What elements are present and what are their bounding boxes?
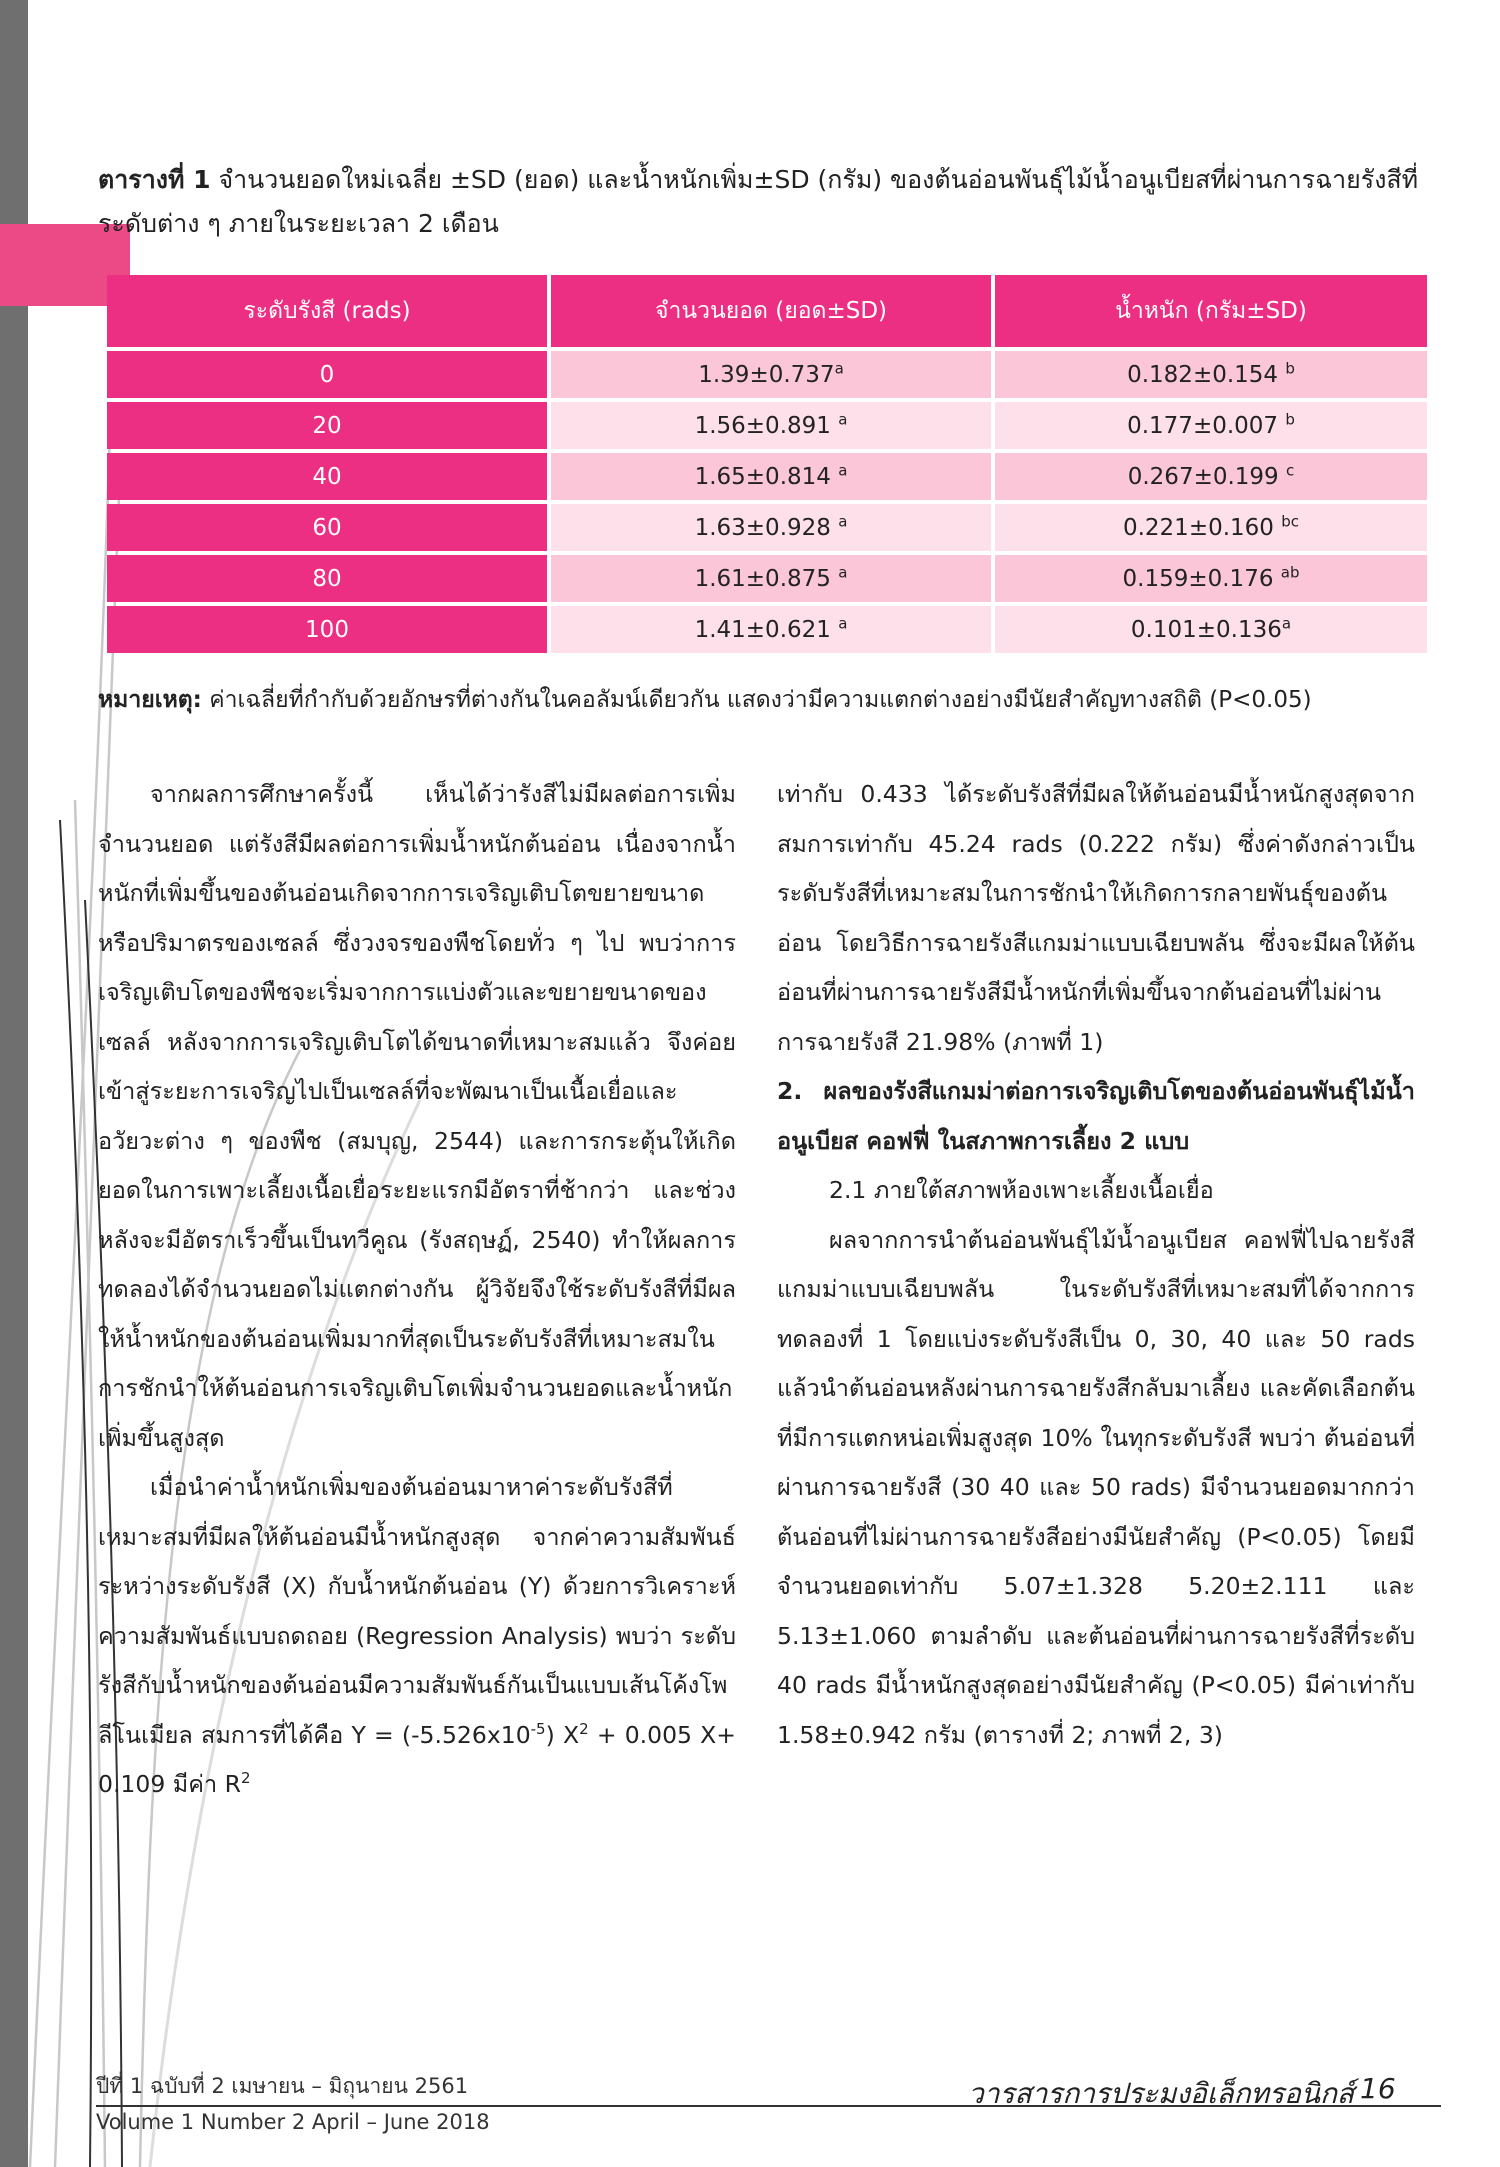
journal-name: วารสารการประมงอิเล็กทรอนิกส์ bbox=[968, 2077, 1355, 2110]
table-note bbox=[98, 682, 1428, 718]
left-column bbox=[98, 770, 736, 1810]
weight-value: 0.221±0.160 bbox=[1122, 514, 1274, 541]
shoots-letter: a bbox=[838, 409, 848, 428]
header-radiation-level: ระดับรังสี (rads) bbox=[107, 275, 547, 347]
weight-value: 0.182±0.154 bbox=[1127, 361, 1279, 388]
table-caption bbox=[98, 158, 1428, 246]
data-table bbox=[103, 271, 1431, 657]
equation-part-c: + 0.005 X+ 0.109 มีค่า R bbox=[98, 1720, 736, 1798]
shoots-cell bbox=[551, 606, 991, 653]
weight-value: 0.159±0.176 bbox=[1122, 565, 1274, 592]
left-paragraph-1: จากผลการศึกษาครั้งนี้ เห็นได้ว่ารังสีไม่มีผลต่อการเพิ่มจำนวนยอด แต่รังสีมีผลต่อการเพิ่มน้ำหนักต้นอ่อน เนื่องจากน้ำหนักที่เพิ่มขึ้นของต้นอ่อนเกิดจากการเจริญเติบโตขยายขนาดหรือปริมาตรของเซลล์ ซึ่งวงจรของพืชโดยทั่ว ๆ ไป พบว่าการเจริญเติบโตของพืชจะเริ่มจากการแบ่งตัวและขยายขนาดของเซลล์ หลังจากการเจริญเติบโตได้ขนาดที่เหมาะสมแล้ว จึงค่อยเข้าสู่ระยะการเจริญไปเป็นเซลล์ที่จะพัฒนาเป็นเนื้อเยื่อและอวัยวะต่าง ๆ ของพืช (สมบุญ, 2544) และการกระตุ้นให้เกิดยอดในการเพาะเลี้ยงเนื้อเยื่อระยะแรกมีอัตราที่ช้ากว่า และช่วงหลังจะมีอัตราเร็วขึ้นเป็นทวีคูณ (รังสฤษฏ์, 2540) ทำให้ผลการทดลองได้จำนวนยอดไม่แตกต่างกัน ผู้วิจัยจึงใช้ระดับรังสีที่มีผลให้น้ำหนักของต้นอ่อนเพิ่มมากที่สุดเป็นระดับรังสีที่เหมาะสมในการชักนำให้ต้นอ่อนการเจริญเติบโตเพิ่มจำนวนยอดและน้ำหนักเพิ่มขึ้นสูงสุด bbox=[98, 780, 736, 1452]
level-cell: 60 bbox=[107, 504, 547, 551]
shoots-cell bbox=[551, 402, 991, 449]
level-cell: 0 bbox=[107, 351, 547, 398]
shoots-value: 1.61±0.875 bbox=[694, 565, 831, 592]
table-note-label: หมายเหตุ: bbox=[98, 687, 202, 713]
equation-square: 2 bbox=[579, 1719, 589, 1738]
header-shoot-count: จำนวนยอด (ยอด±SD) bbox=[551, 275, 991, 347]
weight-value: 0.177±0.007 bbox=[1127, 412, 1279, 439]
shoots-letter: a bbox=[838, 460, 848, 479]
table-row bbox=[107, 453, 1427, 500]
shoots-value: 1.39±0.737 bbox=[698, 361, 835, 388]
table-row bbox=[107, 606, 1427, 653]
shoots-value: 1.65±0.814 bbox=[694, 463, 831, 490]
subsection-heading: 2.1 ภายใต้สภาพห้องเพาะเลี้ยงเนื้อเยื่อ bbox=[829, 1176, 1214, 1204]
weight-letter: c bbox=[1286, 460, 1295, 479]
weight-letter: a bbox=[1281, 613, 1292, 632]
right-column bbox=[777, 770, 1415, 1760]
weight-cell bbox=[995, 555, 1427, 602]
shoots-value: 1.56±0.891 bbox=[694, 412, 831, 439]
shoots-cell bbox=[551, 504, 991, 551]
table-row bbox=[107, 555, 1427, 602]
level-cell: 40 bbox=[107, 453, 547, 500]
table-note-text: ค่าเฉลี่ยที่กำกับด้วยอักษรที่ต่างกันในคอลัมน์เดียวกัน แสดงว่ามีความแตกต่างอย่างมีนัยสำคัญทางสถิติ (P<0.05) bbox=[209, 687, 1312, 713]
weight-cell bbox=[995, 606, 1427, 653]
table-row bbox=[107, 351, 1427, 398]
equation-part-b: ) X bbox=[545, 1720, 580, 1749]
side-bar bbox=[0, 0, 28, 2167]
shoots-letter: a bbox=[834, 358, 844, 377]
weight-value: 0.267±0.199 bbox=[1127, 463, 1279, 490]
level-cell: 100 bbox=[107, 606, 547, 653]
shoots-letter: a bbox=[838, 511, 848, 530]
weight-cell bbox=[995, 504, 1427, 551]
equation-exponent: -5 bbox=[530, 1719, 546, 1738]
table-header-row bbox=[107, 275, 1427, 347]
right-paragraph-1: เท่ากับ 0.433 ได้ระดับรังสีที่มีผลให้ต้นอ่อนมีน้ำหนักสูงสุดจากสมการเท่ากับ 45.24 rads (0.222 กรัม) ซึ่งค่าดังกล่าวเป็นระดับรังสีที่เหมาะสมในการชักนำให้เกิดการกลายพันธุ์ของต้นอ่อน โดยวิธีการฉายรังสีแกมม่าแบบเฉียบพลัน ซึ่งจะมีผลให้ต้นอ่อนที่ผ่านการฉายรังสีมีน้ำหนักที่เพิ่มขึ้นจากต้นอ่อนที่ไม่ผ่านการฉายรังสี 21.98% (ภาพที่ 1) bbox=[777, 780, 1415, 1056]
level-cell: 80 bbox=[107, 555, 547, 602]
weight-cell bbox=[995, 402, 1427, 449]
weight-letter: ab bbox=[1280, 562, 1300, 581]
weight-letter: bc bbox=[1281, 511, 1300, 530]
table-caption-label: ตารางที่ 1 bbox=[98, 165, 211, 194]
shoots-value: 1.41±0.621 bbox=[694, 616, 831, 643]
shoots-letter: a bbox=[838, 562, 848, 581]
weight-cell bbox=[995, 453, 1427, 500]
footer-issue-thai: ปีที่ 1 ฉบับที่ 2 เมษายน – มิถุนายน 2561 bbox=[96, 2074, 469, 2098]
page-number: 16 bbox=[1360, 2072, 1396, 2105]
weight-letter: b bbox=[1285, 358, 1295, 377]
footer-issue-english: Volume 1 Number 2 April – June 2018 bbox=[96, 2110, 490, 2134]
table-row bbox=[107, 402, 1427, 449]
shoots-letter: a bbox=[838, 613, 848, 632]
right-paragraph-2: ผลจากการนำต้นอ่อนพันธุ์ไม้น้ำอนูเบียส คอฟฟี่ไปฉายรังสีแกมม่าแบบเฉียบพลัน ในระดับรังสีที่เหมาะสมที่ได้จากการทดลองที่ 1 โดยแบ่งระดับรังสีเป็น 0, 30, 40 และ 50 rads แล้วนำต้นอ่อนหลังผ่านการฉายรังสีกลับมาเลี้ยง และคัดเลือกต้นที่มีการแตกหน่อเพิ่มสูงสุด 10% ในทุกระดับรังสี พบว่า ต้นอ่อนที่ผ่านการฉายรังสี (30 40 และ 50 rads) มีจำนวนยอดมากกว่าต้นอ่อนที่ไม่ผ่านการฉายรังสีอย่างมีนัยสำคัญ (P<0.05) โดยมีจำนวนยอดเท่ากับ 5.07±1.328 5.20±2.111 และ 5.13±1.060 ตามลำดับ และต้นอ่อนที่ผ่านการฉายรังสีที่ระดับ 40 rads มีน้ำหนักสูงสุดอย่างมีนัยสำคัญ (P<0.05) มีค่าเท่ากับ 1.58±0.942 กรัม (ตารางที่ 2; ภาพที่ 2, 3) bbox=[777, 1225, 1415, 1749]
table-caption-text: จำนวนยอดใหม่เฉลี่ย ±SD (ยอด) และน้ำหนักเพิ่ม±SD (กรัม) ของต้นอ่อนพันธุ์ไม้น้ำอนูเบียสที่ผ่านการฉายรังสีที่ระดับต่าง ๆ ภายในระยะเวลา 2 เดือน bbox=[98, 165, 1419, 238]
shoots-cell bbox=[551, 351, 991, 398]
weight-letter: b bbox=[1285, 409, 1295, 428]
shoots-cell bbox=[551, 453, 991, 500]
left-paragraph-2 bbox=[98, 1463, 736, 1810]
section-heading: 2. ผลของรังสีแกมม่าต่อการเจริญเติบโตของต้นอ่อนพันธุ์ไม้น้ำอนูเบียส คอฟฟี่ ในสภาพการเลี้ยง 2 แบบ bbox=[777, 1077, 1415, 1155]
table-row bbox=[107, 504, 1427, 551]
equation-r-squared: 2 bbox=[240, 1769, 251, 1788]
shoots-value: 1.63±0.928 bbox=[694, 514, 831, 541]
equation-part-a: Y = (-5.526x10 bbox=[351, 1720, 531, 1749]
header-weight: น้ำหนัก (กรัม±SD) bbox=[995, 275, 1427, 347]
shoots-cell bbox=[551, 555, 991, 602]
level-cell: 20 bbox=[107, 402, 547, 449]
weight-value: 0.101±0.136 bbox=[1130, 616, 1282, 643]
left-paragraph-2-text: เมื่อนำค่าน้ำหนักเพิ่มของต้นอ่อนมาหาค่าระดับรังสีที่เหมาะสมที่มีผลให้ต้นอ่อนมีน้ำหนักสูงสุด จากค่าความสัมพันธ์ระหว่างระดับรังสี (X) กับน้ำหนักต้นอ่อน (Y) ด้วยการวิเคราะห์ความสัมพันธ์แบบถดถอย (Regression Analysis) พบว่า ระดับรังสีกับน้ำหนักของต้นอ่อนมีความสัมพันธ์กันเป็นแบบเส้นโค้งโพลีโนเมียล สมการที่ได้คือ bbox=[98, 1473, 736, 1749]
weight-cell bbox=[995, 351, 1427, 398]
